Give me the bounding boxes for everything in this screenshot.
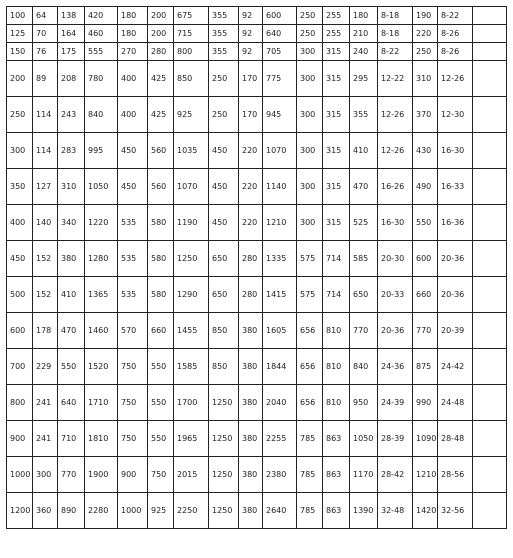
table-cell: 1844 (263, 349, 297, 385)
table-cell: 20-36 (438, 277, 473, 313)
table-row (7, 7, 507, 25)
table-cell: 1420 (413, 493, 438, 529)
table-cell: 1900 (85, 457, 118, 493)
table-cell: 840 (350, 349, 378, 385)
table-cell: 280 (148, 43, 174, 61)
table-cell: 380 (239, 493, 263, 529)
table-cell: 995 (85, 133, 118, 169)
table-cell: 200 (148, 25, 174, 43)
table-row (7, 385, 507, 421)
table-cell: 1700 (174, 385, 209, 421)
table-cell: 200 (148, 7, 174, 25)
table-cell: 470 (350, 169, 378, 205)
table-cell: 1365 (85, 277, 118, 313)
table-cell: 810 (323, 385, 350, 421)
table-row (7, 313, 507, 349)
table-cell: 355 (209, 25, 239, 43)
table-cell: 550 (58, 349, 85, 385)
table-cell: 580 (148, 277, 174, 313)
table-cell: 190 (413, 7, 438, 25)
table-cell (473, 457, 507, 493)
table-cell: 1000 (7, 457, 33, 493)
table-cell: 32-56 (438, 493, 473, 529)
table-cell (473, 43, 507, 61)
table-cell: 1280 (85, 241, 118, 277)
table-cell: 945 (263, 97, 297, 133)
table-cell: 380 (239, 313, 263, 349)
table-cell: 1810 (85, 421, 118, 457)
table-cell: 550 (148, 349, 174, 385)
table-cell (473, 385, 507, 421)
table-cell: 16-26 (378, 169, 413, 205)
table-cell: 355 (209, 43, 239, 61)
table-cell: 315 (323, 169, 350, 205)
table-cell: 575 (297, 241, 323, 277)
table-cell: 340 (58, 205, 85, 241)
table-cell: 20-36 (438, 241, 473, 277)
table-cell: 656 (297, 349, 323, 385)
table-cell: 1605 (263, 313, 297, 349)
table-cell: 770 (413, 313, 438, 349)
table-cell: 1415 (263, 277, 297, 313)
table-cell: 1200 (7, 493, 33, 529)
table-cell: 2250 (174, 493, 209, 529)
table-cell: 863 (323, 493, 350, 529)
table-cell: 1050 (350, 421, 378, 457)
table-cell: 125 (7, 25, 33, 43)
table-cell: 714 (323, 241, 350, 277)
table-cell: 470 (58, 313, 85, 349)
table-cell: 355 (209, 7, 239, 25)
table-cell: 1965 (174, 421, 209, 457)
table-cell: 1190 (174, 205, 209, 241)
table-cell: 770 (58, 457, 85, 493)
table-cell: 1250 (209, 493, 239, 529)
table-cell: 785 (297, 457, 323, 493)
table-cell (473, 169, 507, 205)
table-cell: 152 (33, 241, 58, 277)
table-cell: 1335 (263, 241, 297, 277)
table-cell: 350 (7, 169, 33, 205)
dimension-table (6, 6, 507, 529)
table-cell: 2255 (263, 421, 297, 457)
table-cell: 705 (263, 43, 297, 61)
table-cell: 170 (239, 61, 263, 97)
table-cell: 890 (58, 493, 85, 529)
table-cell: 100 (7, 7, 33, 25)
table-cell: 810 (323, 313, 350, 349)
table-cell: 24-48 (438, 385, 473, 421)
table-cell: 8-26 (438, 25, 473, 43)
table-cell: 780 (85, 61, 118, 97)
table-cell: 92 (239, 7, 263, 25)
table-cell: 355 (350, 97, 378, 133)
table-cell: 1170 (350, 457, 378, 493)
table-cell: 270 (118, 43, 148, 61)
table-cell: 450 (118, 169, 148, 205)
table-cell: 710 (58, 421, 85, 457)
table-cell: 24-36 (378, 349, 413, 385)
table-cell: 76 (33, 43, 58, 61)
table-row (7, 97, 507, 133)
table-cell: 12-26 (378, 133, 413, 169)
table-cell: 1460 (85, 313, 118, 349)
table-cell: 1250 (174, 241, 209, 277)
table-cell: 410 (58, 277, 85, 313)
table-cell: 164 (58, 25, 85, 43)
table-cell (473, 97, 507, 133)
table-cell: 8-18 (378, 7, 413, 25)
table-cell: 175 (58, 43, 85, 61)
table-body (7, 7, 507, 529)
table-cell: 220 (413, 25, 438, 43)
table-cell: 660 (148, 313, 174, 349)
table-cell: 295 (350, 61, 378, 97)
table-cell: 20-30 (378, 241, 413, 277)
table-cell: 16-30 (378, 205, 413, 241)
table-cell: 20-33 (378, 277, 413, 313)
table-cell: 8-22 (378, 43, 413, 61)
table-cell: 400 (118, 97, 148, 133)
table-cell (473, 313, 507, 349)
table-cell: 380 (58, 241, 85, 277)
table-cell: 1710 (85, 385, 118, 421)
table-row (7, 241, 507, 277)
table-cell: 900 (118, 457, 148, 493)
table-cell: 220 (239, 169, 263, 205)
table-cell: 300 (297, 97, 323, 133)
table-cell: 580 (148, 205, 174, 241)
table-cell: 1000 (118, 493, 148, 529)
table-cell: 660 (413, 277, 438, 313)
table-cell: 1035 (174, 133, 209, 169)
table-cell: 585 (350, 241, 378, 277)
table-cell: 535 (118, 241, 148, 277)
table-row (7, 61, 507, 97)
table-cell: 20-36 (378, 313, 413, 349)
table-cell: 380 (239, 421, 263, 457)
table-cell: 714 (323, 277, 350, 313)
table-cell (473, 241, 507, 277)
table-cell: 241 (33, 385, 58, 421)
table-cell: 650 (209, 241, 239, 277)
table-cell: 2040 (263, 385, 297, 421)
table-cell (473, 421, 507, 457)
table-row (7, 421, 507, 457)
table-cell: 700 (7, 349, 33, 385)
table-cell: 600 (7, 313, 33, 349)
table-cell: 220 (239, 205, 263, 241)
table-cell: 243 (58, 97, 85, 133)
table-cell (473, 349, 507, 385)
table-cell: 400 (118, 61, 148, 97)
table-cell: 32-48 (378, 493, 413, 529)
table-cell: 656 (297, 385, 323, 421)
table-row (7, 169, 507, 205)
table-cell: 8-22 (438, 7, 473, 25)
table-cell: 255 (323, 25, 350, 43)
table-cell: 450 (209, 169, 239, 205)
table-cell: 770 (350, 313, 378, 349)
table-cell: 138 (58, 7, 85, 25)
table-cell: 152 (33, 277, 58, 313)
table-cell: 785 (297, 421, 323, 457)
table-cell: 370 (413, 97, 438, 133)
table-cell: 430 (413, 133, 438, 169)
table-cell: 800 (174, 43, 209, 61)
table-cell: 840 (85, 97, 118, 133)
table-cell: 850 (209, 349, 239, 385)
table-cell: 250 (413, 43, 438, 61)
table-row (7, 277, 507, 313)
table-row (7, 493, 507, 529)
table-cell: 178 (33, 313, 58, 349)
table-cell: 70 (33, 25, 58, 43)
table-cell: 255 (323, 7, 350, 25)
table-cell: 2280 (85, 493, 118, 529)
table-row (7, 43, 507, 61)
table-row (7, 205, 507, 241)
table-cell: 114 (33, 97, 58, 133)
table-cell: 300 (297, 61, 323, 97)
table-cell: 900 (7, 421, 33, 457)
table-cell: 450 (209, 205, 239, 241)
table-cell: 1250 (209, 421, 239, 457)
table-cell: 380 (239, 349, 263, 385)
table-cell: 990 (413, 385, 438, 421)
table-cell: 460 (85, 25, 118, 43)
spec-table-container (6, 6, 507, 529)
table-cell (473, 133, 507, 169)
table-cell (473, 25, 507, 43)
table-cell: 229 (33, 349, 58, 385)
table-cell: 2380 (263, 457, 297, 493)
table-cell: 250 (297, 25, 323, 43)
table-cell: 1210 (413, 457, 438, 493)
table-cell: 241 (33, 421, 58, 457)
table-cell: 925 (174, 97, 209, 133)
table-cell: 1585 (174, 349, 209, 385)
table-cell: 170 (239, 97, 263, 133)
table-cell: 715 (174, 25, 209, 43)
table-cell: 2015 (174, 457, 209, 493)
table-cell: 380 (239, 457, 263, 493)
table-cell (473, 493, 507, 529)
table-cell: 300 (297, 205, 323, 241)
table-cell: 250 (209, 61, 239, 97)
table-cell: 1520 (85, 349, 118, 385)
table-cell: 525 (350, 205, 378, 241)
table-cell: 89 (33, 61, 58, 97)
table-cell: 775 (263, 61, 297, 97)
table-cell: 850 (209, 313, 239, 349)
table-cell: 315 (323, 133, 350, 169)
table-row (7, 25, 507, 43)
table-cell: 450 (209, 133, 239, 169)
table-cell: 180 (118, 25, 148, 43)
table-cell: 560 (148, 169, 174, 205)
table-cell: 315 (323, 97, 350, 133)
table-row (7, 457, 507, 493)
table-cell: 28-48 (438, 421, 473, 457)
table-cell: 750 (118, 385, 148, 421)
table-cell: 300 (7, 133, 33, 169)
table-cell: 250 (7, 97, 33, 133)
table-cell: 16-30 (438, 133, 473, 169)
table-cell: 2640 (263, 493, 297, 529)
table-cell: 8-26 (438, 43, 473, 61)
table-cell: 208 (58, 61, 85, 97)
table-cell: 310 (58, 169, 85, 205)
table-cell: 16-33 (438, 169, 473, 205)
table-cell: 575 (297, 277, 323, 313)
table-cell: 650 (350, 277, 378, 313)
table-cell: 750 (148, 457, 174, 493)
table-cell: 950 (350, 385, 378, 421)
table-cell: 12-26 (378, 97, 413, 133)
table-cell: 656 (297, 313, 323, 349)
table-cell: 410 (350, 133, 378, 169)
table-cell: 1210 (263, 205, 297, 241)
table-cell: 150 (7, 43, 33, 61)
table-cell: 580 (148, 241, 174, 277)
table-cell: 280 (239, 277, 263, 313)
table-cell: 1250 (209, 385, 239, 421)
table-cell: 200 (7, 61, 33, 97)
table-cell: 300 (33, 457, 58, 493)
table-cell: 550 (413, 205, 438, 241)
table-cell: 250 (209, 97, 239, 133)
table-cell: 450 (7, 241, 33, 277)
table-cell: 300 (297, 133, 323, 169)
table-cell: 220 (239, 133, 263, 169)
table-cell: 315 (323, 61, 350, 97)
table-cell: 140 (33, 205, 58, 241)
table-cell: 675 (174, 7, 209, 25)
table-cell: 500 (7, 277, 33, 313)
table-cell: 300 (297, 43, 323, 61)
table-cell: 8-18 (378, 25, 413, 43)
table-cell: 640 (263, 25, 297, 43)
table-cell: 750 (118, 349, 148, 385)
table-cell: 600 (413, 241, 438, 277)
table-cell: 315 (323, 205, 350, 241)
table-cell: 550 (148, 385, 174, 421)
table-cell: 535 (118, 277, 148, 313)
table-cell: 210 (350, 25, 378, 43)
table-cell: 750 (118, 421, 148, 457)
table-cell: 24-39 (378, 385, 413, 421)
table-cell (473, 205, 507, 241)
table-cell: 1050 (85, 169, 118, 205)
table-cell: 863 (323, 457, 350, 493)
table-cell: 1090 (413, 421, 438, 457)
table-cell: 560 (148, 133, 174, 169)
table-row (7, 133, 507, 169)
table-row (7, 349, 507, 385)
table-cell: 650 (209, 277, 239, 313)
table-cell: 425 (148, 97, 174, 133)
table-cell: 550 (148, 421, 174, 457)
table-cell: 535 (118, 205, 148, 241)
table-cell: 1390 (350, 493, 378, 529)
table-cell (473, 7, 507, 25)
table-cell: 555 (85, 43, 118, 61)
table-cell: 180 (118, 7, 148, 25)
table-cell: 850 (174, 61, 209, 97)
table-cell: 12-26 (438, 61, 473, 97)
table-cell: 310 (413, 61, 438, 97)
table-cell: 863 (323, 421, 350, 457)
table-cell: 114 (33, 133, 58, 169)
table-cell: 450 (118, 133, 148, 169)
table-cell: 600 (263, 7, 297, 25)
table-cell: 180 (350, 7, 378, 25)
table-cell: 300 (297, 169, 323, 205)
table-cell: 20-39 (438, 313, 473, 349)
table-cell: 1070 (263, 133, 297, 169)
table-cell: 16-36 (438, 205, 473, 241)
table-cell: 810 (323, 349, 350, 385)
table-cell: 800 (7, 385, 33, 421)
table-cell: 250 (297, 7, 323, 25)
table-cell: 785 (297, 493, 323, 529)
table-cell: 360 (33, 493, 58, 529)
table-cell: 1070 (174, 169, 209, 205)
table-cell: 490 (413, 169, 438, 205)
table-cell: 28-56 (438, 457, 473, 493)
table-cell: 1220 (85, 205, 118, 241)
table-cell (473, 277, 507, 313)
table-cell: 28-42 (378, 457, 413, 493)
table-cell: 875 (413, 349, 438, 385)
table-cell: 24-42 (438, 349, 473, 385)
table-cell: 280 (239, 241, 263, 277)
table-cell: 240 (350, 43, 378, 61)
table-cell: 1290 (174, 277, 209, 313)
table-cell: 92 (239, 25, 263, 43)
table-cell: 1455 (174, 313, 209, 349)
table-cell: 12-22 (378, 61, 413, 97)
table-cell: 12-30 (438, 97, 473, 133)
table-cell: 1250 (209, 457, 239, 493)
table-cell: 64 (33, 7, 58, 25)
table-cell: 925 (148, 493, 174, 529)
table-cell: 283 (58, 133, 85, 169)
table-cell: 640 (58, 385, 85, 421)
table-cell: 400 (7, 205, 33, 241)
table-cell: 380 (239, 385, 263, 421)
table-cell (473, 61, 507, 97)
table-cell: 1140 (263, 169, 297, 205)
table-cell: 127 (33, 169, 58, 205)
table-cell: 570 (118, 313, 148, 349)
table-cell: 28-39 (378, 421, 413, 457)
table-cell: 92 (239, 43, 263, 61)
table-cell: 315 (323, 43, 350, 61)
table-cell: 420 (85, 7, 118, 25)
table-cell: 425 (148, 61, 174, 97)
